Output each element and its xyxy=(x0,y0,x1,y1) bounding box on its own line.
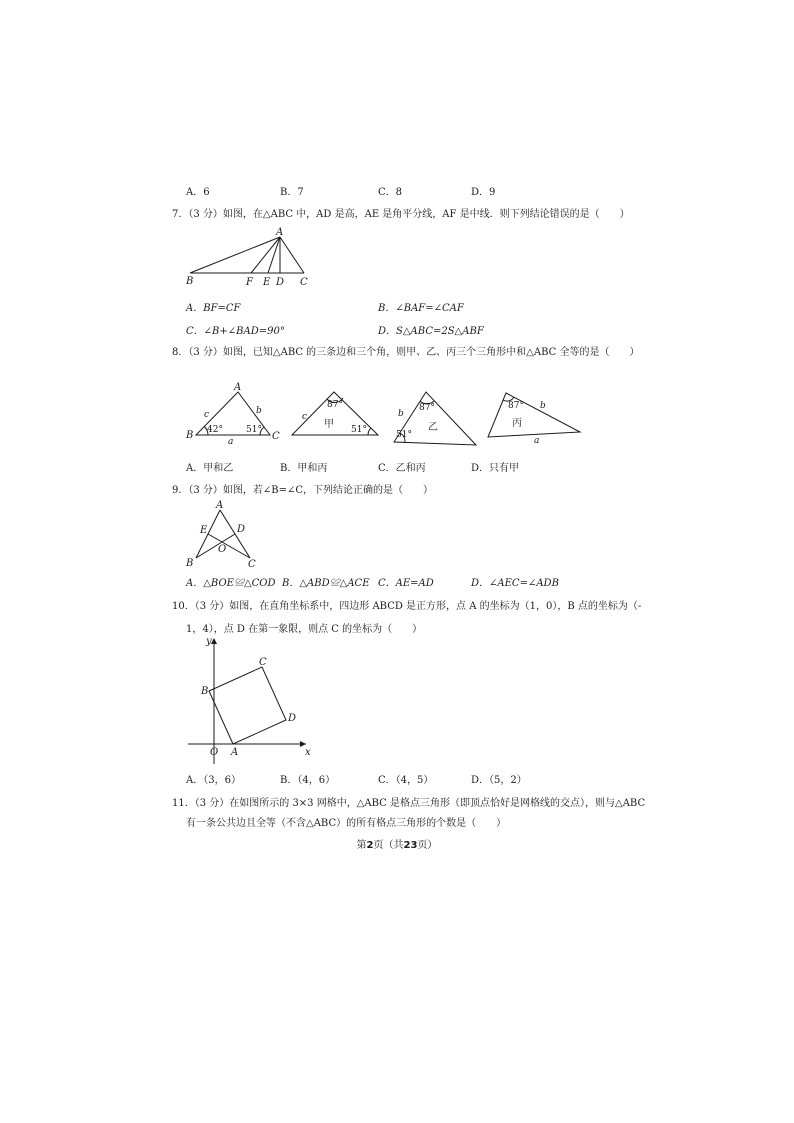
q8-abc-label-c: C xyxy=(272,431,280,442)
q10-option-c: C．（4，5） xyxy=(378,775,434,786)
q7-label-b: B xyxy=(186,276,194,287)
q8-bing-name: 丙 xyxy=(512,418,522,429)
q8-abc-side-c: c xyxy=(204,410,210,420)
q7-option-c: C．∠B+∠BAD=90° xyxy=(186,326,285,337)
q7-option-d: D．S△ABC=2S△ABF xyxy=(378,326,484,337)
q8-jia-right-arc xyxy=(368,428,371,435)
prev-option-d: D．9 xyxy=(471,187,496,198)
q10-square-abcd xyxy=(209,667,286,744)
prev-option-a: A．6 xyxy=(186,187,210,198)
q8-bing-angle-top: 87° xyxy=(508,401,524,411)
q8-figure-abc xyxy=(180,380,290,448)
q10-text-line2: 1，4），点 D 在第一象限，则点 C 的坐标为（ ） xyxy=(186,624,423,635)
q10-label-o: O xyxy=(210,747,219,758)
q9-label-a: A xyxy=(216,500,224,511)
q8-text: 8．（3 分）如图，已知△ABC 的三条边和三个角，则甲、乙、丙三个三角形中和△ABC 全等的是（ ） xyxy=(172,347,640,358)
q7-option-a: A．BF=CF xyxy=(186,303,241,314)
q7-line-ac xyxy=(280,237,304,273)
q7-label-d: D xyxy=(276,277,285,288)
q8-abc-label-a: A xyxy=(234,382,242,393)
q8-yi-side-b: b xyxy=(398,409,404,419)
q9-label-b: B xyxy=(186,558,194,569)
footer-prefix: 第 xyxy=(356,840,367,851)
q11-text-line1: 11．（3 分）在如图所示的 3×3 网格中，△ABC 是格点三角形（即顶点恰好是网格线的交点），则与△ABC xyxy=(172,798,646,809)
q10-label-b: B xyxy=(201,686,209,697)
footer-mid: 页（共 xyxy=(373,840,404,851)
q7-label-c: C xyxy=(300,277,308,288)
q7-label-f: F xyxy=(246,277,253,288)
q7-label-a: A xyxy=(276,227,284,238)
q8-figure-yi xyxy=(386,388,481,448)
q10-text-line1: 10．（3 分）如图，在直角坐标系中，四边形 ABCD 是正方形，点 A 的坐标为（1，0），B 点的坐标为（- xyxy=(172,601,642,612)
q9-label-o: O xyxy=(218,544,227,555)
q9-figure xyxy=(184,496,274,570)
q9-label-d: D xyxy=(237,524,246,535)
q8-option-a: A．甲和乙 xyxy=(186,463,234,474)
q9-option-c: C．AE=AD xyxy=(378,578,434,589)
q8-option-d: D．只有甲 xyxy=(471,463,520,474)
footer-suffix: 页） xyxy=(417,840,438,851)
q10-label-a: A xyxy=(231,747,239,758)
q8-jia-name: 甲 xyxy=(324,419,334,430)
footer-total-pages: 23 xyxy=(403,840,418,851)
q9-text: 9．（3 分）如图，若∠B=∠C，下列结论正确的是（ ） xyxy=(172,485,434,496)
page-footer xyxy=(0,836,794,851)
q8-abc-side-b: b xyxy=(256,406,262,416)
q8-figure-bing xyxy=(484,388,584,448)
q9-option-a: A．△BOE≌△COD xyxy=(186,578,276,589)
q8-jia-side-c: c xyxy=(302,412,308,422)
q10-label-d: D xyxy=(288,713,297,724)
q10-label-c: C xyxy=(259,657,267,668)
q8-yi-angle-left: 51° xyxy=(396,430,412,440)
q7-label-e: E xyxy=(263,277,271,288)
q7-line-ae xyxy=(268,237,280,273)
q8-yi-name: 乙 xyxy=(428,422,438,433)
q9-label-c: C xyxy=(248,559,256,570)
footer-page-number: 2 xyxy=(366,840,374,851)
q8-figure-jia xyxy=(288,388,383,448)
q9-label-e: E xyxy=(200,525,208,536)
q8-triangle-bing xyxy=(488,393,580,437)
q10-option-b: B．（4，6） xyxy=(280,775,336,786)
q10-figure xyxy=(180,634,320,760)
q10-option-a: A．（3，6） xyxy=(186,775,241,786)
q9-option-d: D．∠AEC=∠ADB xyxy=(471,578,559,589)
q8-option-b: B．甲和丙 xyxy=(280,463,328,474)
q10-option-d: D．（5，2） xyxy=(471,775,527,786)
q7-line-ab xyxy=(190,237,280,273)
q8-abc-label-b: B xyxy=(186,430,194,441)
q8-jia-angle-right: 51° xyxy=(351,425,367,435)
q7-option-b: B．∠BAF=∠CAF xyxy=(378,303,464,314)
q8-yi-angle-top: 87° xyxy=(419,403,435,413)
prev-option-b: B．7 xyxy=(280,187,304,198)
q11-text-line2: 有一条公共边且全等（不含△ABC）的所有格点三角形的个数是（ ） xyxy=(186,818,507,829)
q9-option-b: B．△ABD≌△ACE xyxy=(282,578,370,589)
q7-text: 7．（3 分）如图，在△ABC 中，AD 是高，AE 是角平分线，AF 是中线．则下列结论错误的是（ ） xyxy=(172,209,630,220)
q8-abc-angle-b: 42° xyxy=(207,425,223,435)
q8-bing-side-b: b xyxy=(540,401,546,411)
q8-bing-side-a: a xyxy=(534,436,540,446)
q8-abc-angle-c: 51° xyxy=(246,425,262,435)
q8-abc-side-a: a xyxy=(228,437,234,447)
q8-option-c: C．乙和丙 xyxy=(378,463,426,474)
prev-option-c: C．8 xyxy=(378,187,403,198)
q7-figure xyxy=(180,224,340,290)
q10-label-y: y xyxy=(206,636,212,647)
q8-jia-angle-top: 87° xyxy=(327,400,343,410)
q10-y-arrow-icon xyxy=(211,638,217,644)
q10-label-x: x xyxy=(305,747,311,758)
